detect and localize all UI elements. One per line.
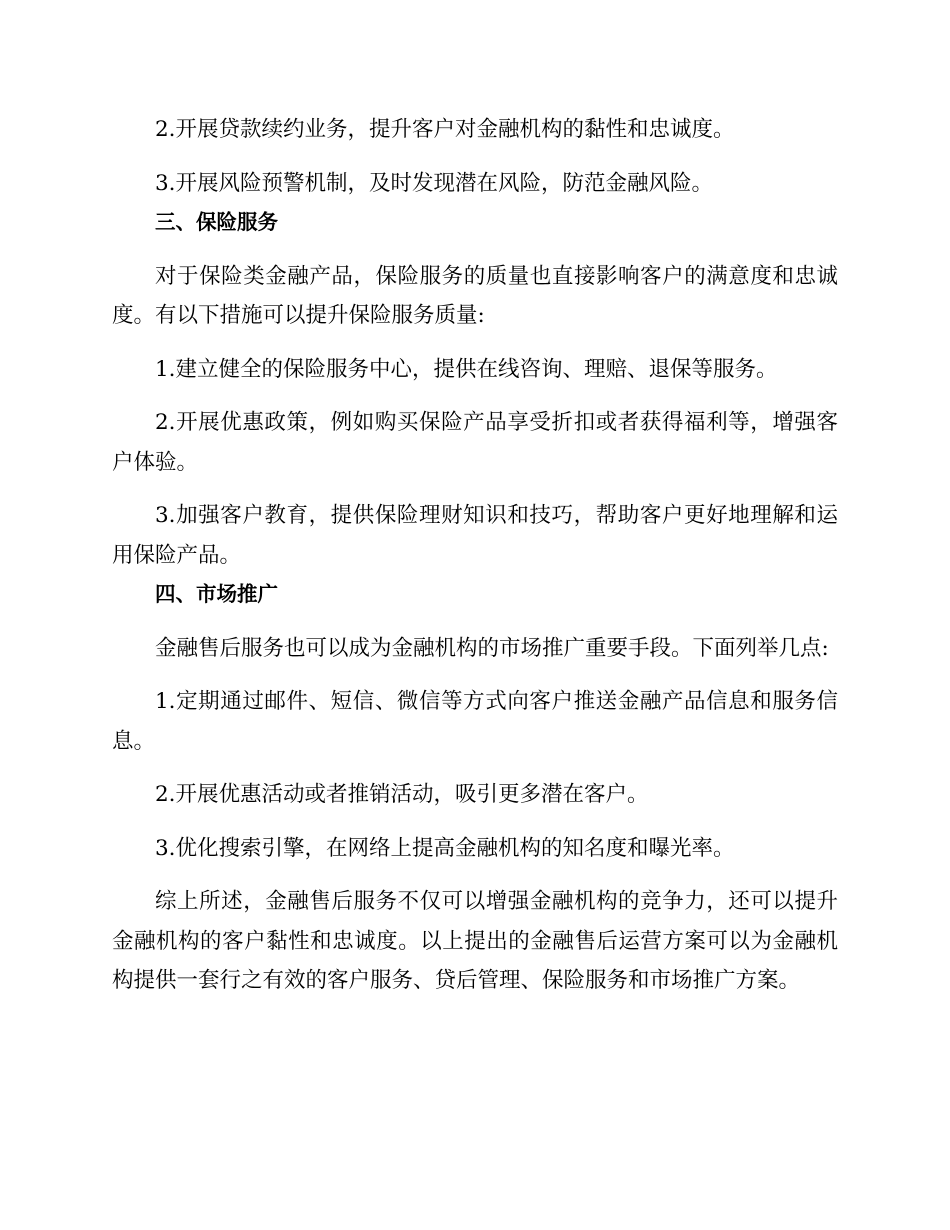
paragraph-marketing-intro: 金融售后服务也可以成为金融机构的市场推广重要手段。下面列举几点: [155,635,829,661]
paragraph-insurance-discount: 2.开展优惠政策，例如购买保险产品享受折扣或者获得福利等，增强客户体验。 [112,410,838,475]
paragraph-risk-warning: 3.开展风险预警机制，及时发现潜在风险，防范金融风险。 [155,170,714,196]
paragraph-insurance-center: 1.建立健全的保险服务中心，提供在线咨询、理赔、退保等服务。 [155,356,778,382]
section-heading-insurance: 三、保险服务 [155,210,278,234]
paragraph-marketing-promotion: 2.开展优惠活动或者推销活动，吸引更多潜在客户。 [155,782,649,807]
section-heading-marketing: 四、市场推广 [155,582,278,606]
paragraph-marketing-seo: 3.优化搜索引擎，在网络上提高金融机构的知名度和曝光率。 [155,835,735,861]
paragraph-conclusion: 综上所述，金融售后服务不仅可以增强金融机构的竞争力，还可以提升金融机构的客户黏性和忠诚度。以上提出的金融售后运营方案可以为金融机构提供一套行之有效的客户服务、贷后管理、保险服务和市场推广方案。 [112,889,838,993]
document-page [112,110,838,1001]
paragraph-insurance-education: 3.加强客户教育，提供保险理财知识和技巧，帮助客户更好地理解和运用保险产品。 [112,503,838,568]
paragraph-marketing-push: 1.定期通过邮件、短信、微信等方式向客户推送金融产品信息和服务信息。 [112,689,838,754]
paragraph-insurance-intro: 对于保险类金融产品，保险服务的质量也直接影响客户的满意度和忠诚度。有以下措施可以提升保险服务质量: [112,263,838,328]
paragraph-loan-renewal: 2.开展贷款续约业务，提升客户对金融机构的黏性和忠诚度。 [155,117,735,142]
